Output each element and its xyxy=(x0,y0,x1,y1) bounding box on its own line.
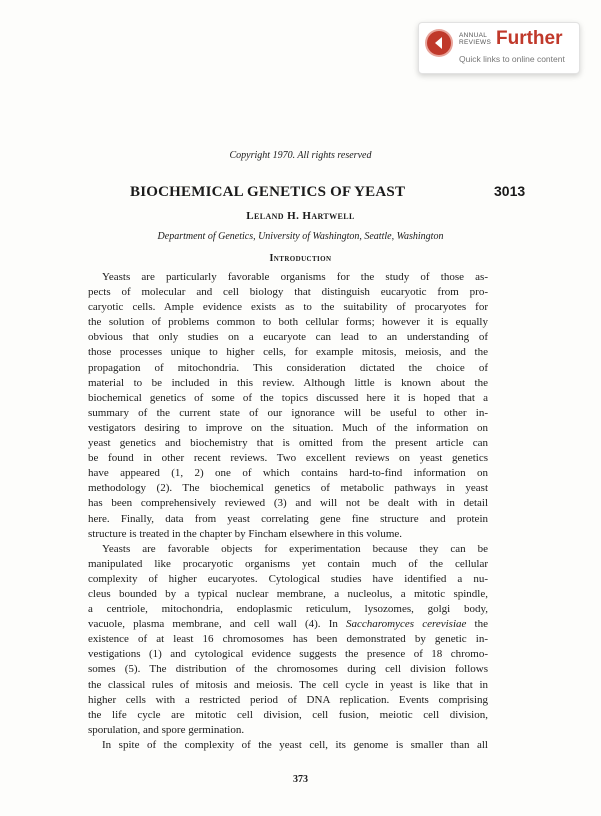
author-name: Leland H. Hartwell xyxy=(246,210,355,222)
text-line: In spite of the complexity of the yeast cell, its genome is smaller than all xyxy=(102,738,488,751)
author-affiliation: Department of Genetics, University of Washington, Seattle, Washington xyxy=(157,231,444,242)
text-line: propagation of mitochondria. This consideration dictated the choice of xyxy=(88,361,488,374)
text-line: Yeasts are particularly favorable organisms for the study of those as- xyxy=(102,271,488,283)
text-line: pects of molecular and cell biology that distinguish eucaryotic from pro- xyxy=(88,286,488,299)
play-icon xyxy=(427,31,451,55)
annual-reviews-logo: ANNUAL REVIEWS xyxy=(459,32,492,46)
text-line: the classical rules of mitosis and meiosis. The cell cycle in yeast is like that in xyxy=(88,678,488,691)
further-tagline: Quick links to online content xyxy=(459,54,565,64)
text-line: have appeared (1, 2) one of which contains hard-to-find information on xyxy=(88,467,488,480)
article-body xyxy=(88,270,488,753)
further-badge[interactable] xyxy=(418,22,580,74)
text-line: vestigators desiring to improve on the situation. Much of the information on xyxy=(88,421,488,434)
article-title: BIOCHEMICAL GENETICS OF YEAST xyxy=(130,184,406,200)
text-line: a centriole, mitochondria, endoplasmic reticulum, lysozomes, golgi body, xyxy=(88,603,488,616)
text-line: yeast genetics and biochemistry that is omitted from the present article can xyxy=(88,437,488,450)
page-number: 373 xyxy=(293,774,308,785)
text-line: caryotic cells. Ample evidence exists as to the suitability of procaryotes for xyxy=(88,301,488,314)
paragraph xyxy=(88,542,488,738)
text-line: those processes unique to higher cells, for example mitosis, meiosis, and the xyxy=(88,346,488,359)
text-line: the life cycle are mitotic cell division, cell fusion, meiotic cell division, xyxy=(88,708,488,721)
text-line: here. Finally, data from yeast correlating gene fine structure and protein xyxy=(88,512,488,525)
paragraph xyxy=(88,270,488,542)
text-line: vestigations (1) and cytological evidence suggests the presence of 18 chromo- xyxy=(88,648,488,661)
text-line: existence of at least 16 chromosomes has been demonstrated by genetic in- xyxy=(88,633,488,646)
copyright-line: Copyright 1970. All rights reserved xyxy=(229,150,372,161)
section-heading: Introduction xyxy=(269,253,332,264)
text-line: higher cells with a restricted period of DNA replication. Events comprising xyxy=(88,693,488,706)
text-line: the solution of problems common to both cellular forms; however it is equally xyxy=(88,316,488,329)
text-line: be found in other recent reviews. Two excellent reviews on yeast genetics xyxy=(88,452,488,465)
text-line: sporulation, and spore germination. xyxy=(88,723,245,736)
text-line: material to be included in this review. Although little is known about the xyxy=(88,376,488,389)
text-line: summary of the current state of our ignorance will be useful to other in- xyxy=(88,406,488,419)
text-line: biochemical genetics of some of the topics discussed here it is hoped that a xyxy=(88,391,488,404)
text-line: methodology (2). The biochemical genetics of metabolic pathways in yeast xyxy=(88,482,488,495)
text-line: cleus bounded by a typical nuclear membrane, a nucleolus, a mitotic spindle, xyxy=(88,587,488,600)
further-word: Further xyxy=(496,28,563,49)
text-line: structure is treated in the chapter by Fincham elsewhere in this volume. xyxy=(88,527,403,540)
text-line: manipulated like procaryotic organisms yet contain much of the cellular xyxy=(88,557,488,570)
article-number: 3013 xyxy=(494,183,526,199)
paragraph xyxy=(88,738,488,753)
text-line: complexity of higher eucaryotes. Cytological studies have identified a nu- xyxy=(88,572,488,585)
text-line: somes (5). The distribution of the chromosomes during cell division follows xyxy=(88,663,488,676)
text-line: has been comprehensively reviewed (3) and will not be dealt with in detail xyxy=(88,497,488,510)
text-line: vacuole, plasma membrane, and cell wall (4). In Saccharomyces cerevisiae the xyxy=(88,618,488,631)
text-line: Yeasts are favorable objects for experimentation because they can be xyxy=(102,542,488,555)
text-line: obvious that only studies on a eucaryote can lead to an understanding of xyxy=(88,331,488,344)
